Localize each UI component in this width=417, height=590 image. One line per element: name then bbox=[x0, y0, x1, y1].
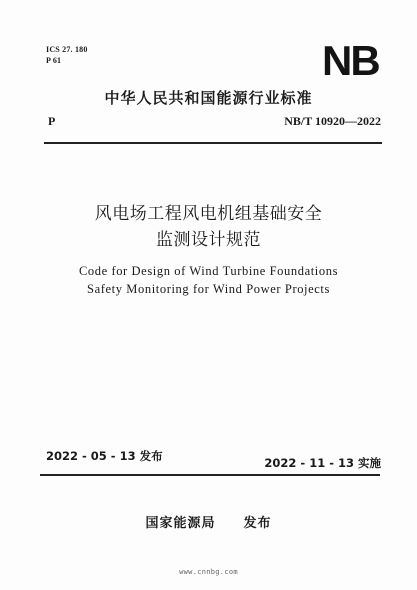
classification-letter: P bbox=[48, 114, 56, 128]
chinese-title bbox=[0, 201, 417, 253]
implementation-date: 2022 - 11 - 13 实施 bbox=[264, 456, 381, 470]
ics-code: ICS 27. 180 bbox=[46, 45, 88, 54]
issue-date: 2022 - 05 - 13 发布 bbox=[46, 449, 163, 463]
chinese-title-line-1: 风电场工程风电机组基础安全 bbox=[94, 204, 323, 224]
classification-codes bbox=[46, 44, 88, 66]
standard-category-title: 中华人民共和国能源行业标准 bbox=[104, 89, 313, 107]
bottom-divider bbox=[40, 474, 380, 476]
top-divider bbox=[44, 142, 382, 144]
publisher: 国家能源局 发布 bbox=[145, 516, 272, 531]
english-title bbox=[0, 262, 417, 298]
watermark-url: www.cnnbg.com bbox=[179, 568, 238, 576]
chinese-title-line-2: 监测设计规范 bbox=[156, 230, 261, 250]
nb-logo: NB bbox=[322, 37, 379, 84]
english-title-line-2: Safety Monitoring for Wind Power Projects bbox=[87, 282, 330, 296]
ccs-code: P 61 bbox=[46, 56, 62, 65]
standard-number: NB/T 10920—2022 bbox=[284, 114, 381, 128]
english-title-line-1: Code for Design of Wind Turbine Foundations bbox=[78, 264, 339, 278]
